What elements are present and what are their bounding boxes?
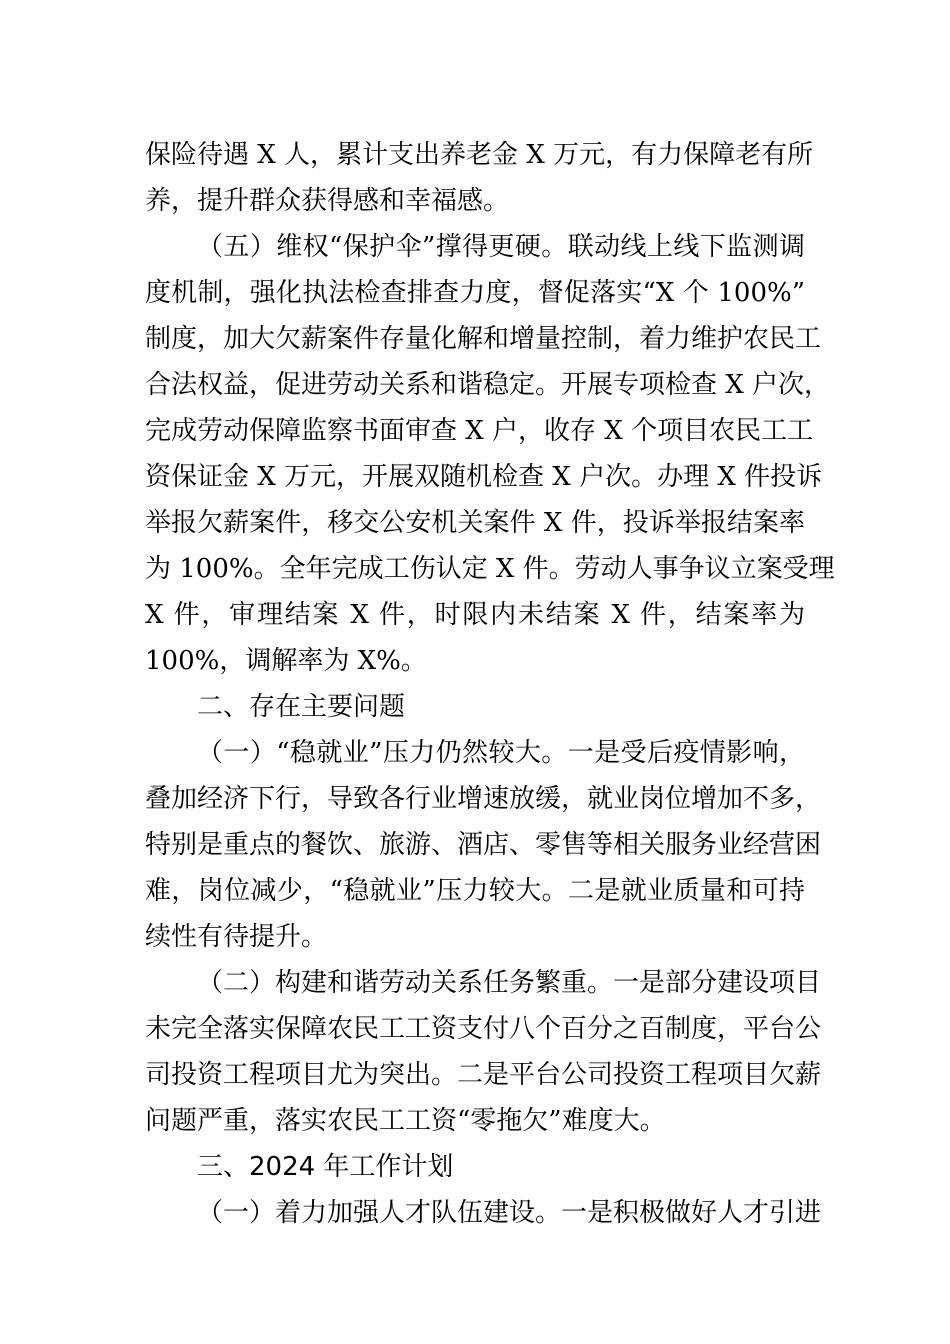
paragraph-line: 完成劳动保障监察书面审查 X 户，收存 X 个项目农民工工 [145,416,814,446]
paragraph-line: 未完全落实保障农民工工资支付八个百分之百制度，平台公 [145,1014,822,1044]
paragraph-line: （二）构建和谐劳动关系任务繁重。一是部分建设项目 [197,968,822,998]
paragraph-line: 续性有待提升。 [145,922,328,952]
paragraph-line: 养，提升群众获得感和幸福感。 [145,186,510,216]
paragraph-line: 100%，调解率为 X%。 [145,646,427,676]
paragraph-line: 问题严重，落实农民工工资“零拖欠”难度大。 [145,1106,666,1136]
paragraph-line: 特别是重点的餐饮、旅游、酒店、零售等相关服务业经营困 [145,830,822,860]
paragraph-line: 司投资工程项目尤为突出。二是平台公司投资工程项目欠薪 [145,1060,822,1090]
paragraph-line: X 件，审理结案 X 件，时限内未结案 X 件，结案率为 [145,600,805,630]
paragraph-line: 合法权益，促进劳动关系和谐稳定。开展专项检查 X 户次， [145,370,831,400]
paragraph-line: 保险待遇 X 人，累计支出养老金 X 万元，有力保障老有所 [145,140,814,170]
paragraph-line: 举报欠薪案件，移交公安机关案件 X 件，投诉举报结案率 [145,508,805,538]
section-heading: 二、存在主要问题 [197,692,406,722]
paragraph-line: 资保证金 X 万元，开展双随机检查 X 户次。办理 X 件投诉 [145,462,823,492]
paragraph-line: （一）“稳就业”压力仍然较大。一是受后疫情影响， [197,738,805,768]
paragraph-line: （一）着力加强人才队伍建设。一是积极做好人才引进 [197,1198,822,1228]
section-heading: 三、2024 年工作计划 [197,1152,454,1182]
paragraph-line: （五）维权“保护伞”撑得更硬。联动线上线下监测调 [197,232,805,262]
paragraph-line: 度机制，强化执法检查排查力度，督促落实“X 个 100%” [145,278,805,308]
paragraph-line: 为 100%。全年完成工伤认定 X 件。劳动人事争议立案受理 [145,554,835,584]
paragraph-line: 难，岗位减少，“稳就业”压力较大。二是就业质量和可持 [145,876,805,906]
paragraph-line: 制度，加大欠薪案件存量化解和增量控制，着力维护农民工 [145,324,822,354]
paragraph-line: 叠加经济下行，导致各行业增速放缓，就业岗位增加不多， [145,784,822,814]
